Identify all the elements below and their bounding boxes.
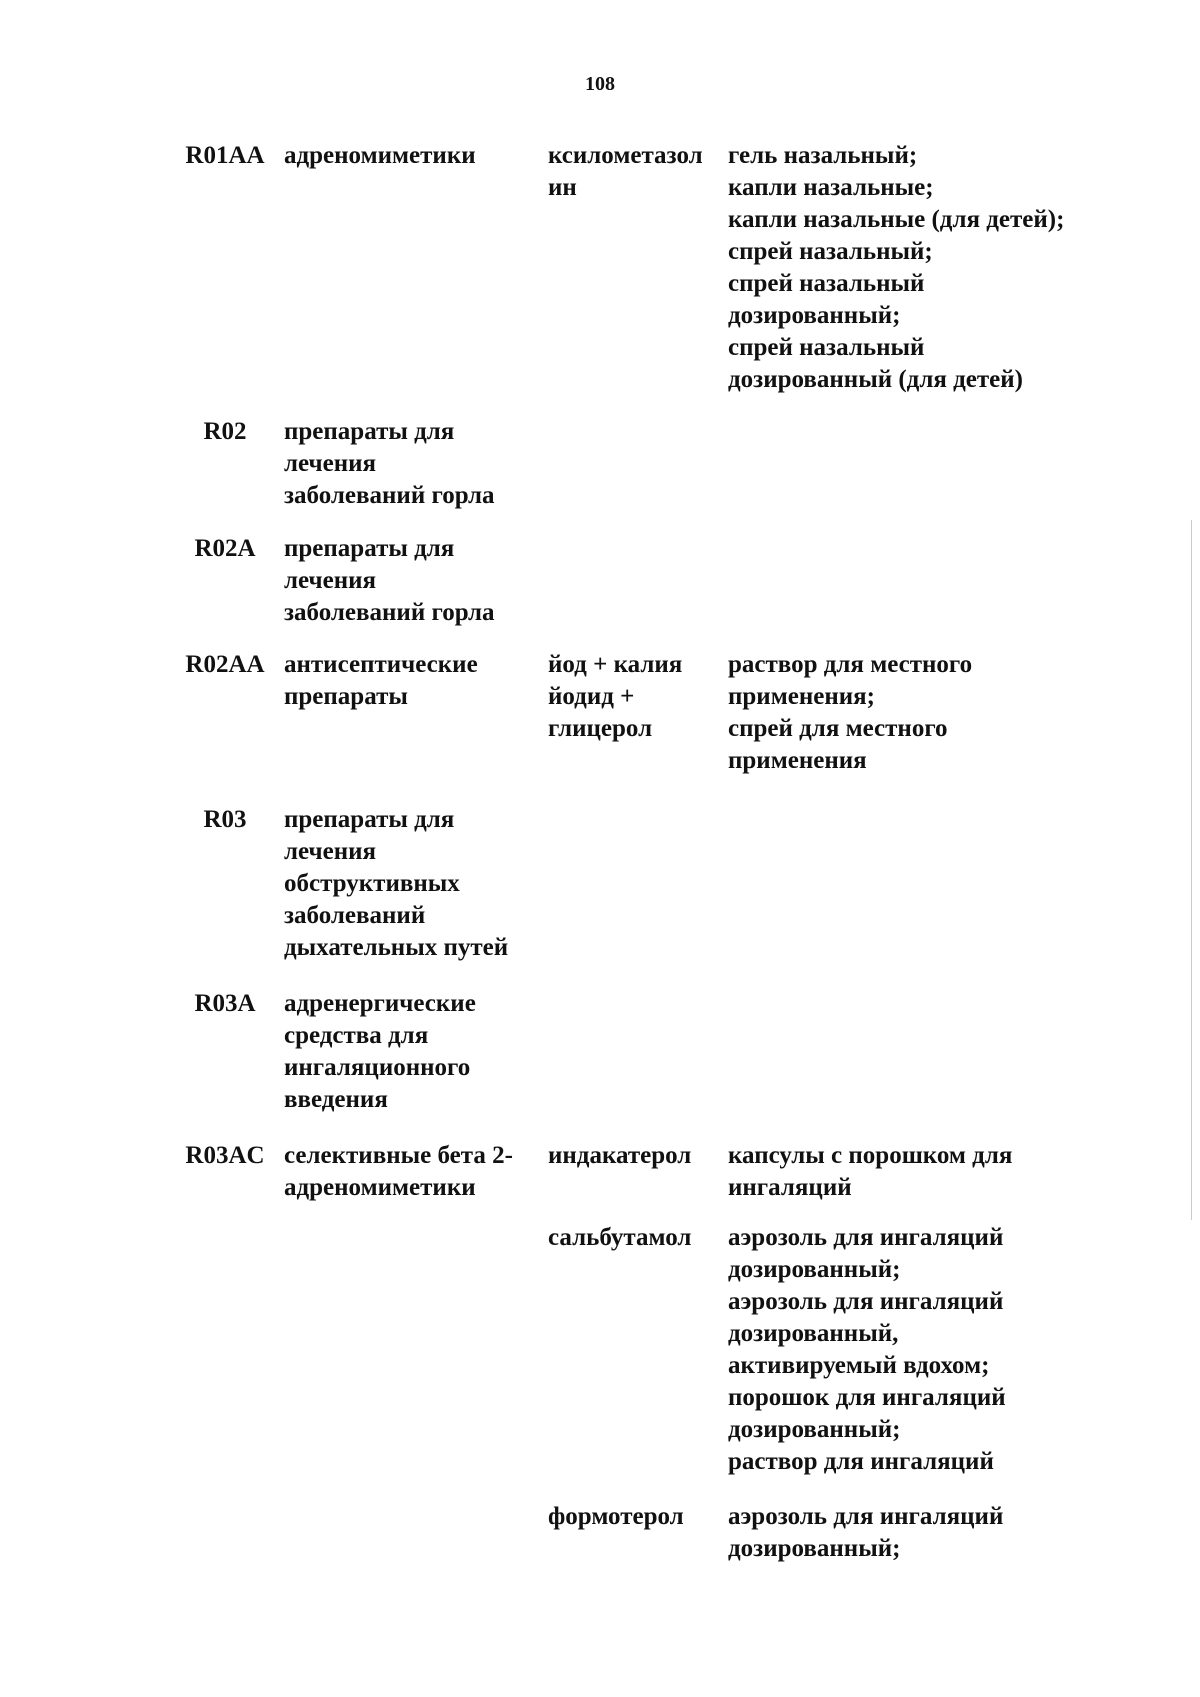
table-row <box>0 649 1200 779</box>
group-name: препараты для лечения заболеваний горла <box>284 535 495 626</box>
dosage-forms: раствор для местного применения; спрей для местного применения <box>728 651 973 774</box>
atc-code: R03A <box>194 990 256 1017</box>
substance-name: индакатерол <box>548 1142 692 1169</box>
table-row <box>0 140 1200 400</box>
table-row <box>0 1140 1200 1210</box>
scan-edge-line <box>1191 520 1192 1220</box>
table-row <box>0 533 1200 633</box>
substance-name: йод + калия йодид + глицерол <box>548 651 683 742</box>
group-name: антисептические препараты <box>284 651 478 710</box>
dosage-forms: капсулы с порошком для ингаляций <box>728 1142 1013 1201</box>
dosage-forms: аэрозоль для ингаляций дозированный; аэрозоль для ингаляций дозированный, активируемый вдохом; порошок для ингаляций дозированный; раствор для ингаляций <box>728 1224 1006 1475</box>
group-name: адренергические средства для ингаляционного введения <box>284 990 476 1113</box>
dosage-forms: аэрозоль для ингаляций дозированный; <box>728 1503 1004 1562</box>
group-name: препараты для лечения обструктивных заболеваний дыхательных путей <box>284 806 509 961</box>
page-number: 108 <box>585 73 615 95</box>
group-name: препараты для лечения заболеваний горла <box>284 418 495 509</box>
group-name: адреномиметики <box>284 142 476 169</box>
atc-code: R02 <box>203 418 247 445</box>
table-row <box>0 1501 1200 1571</box>
table-row <box>0 416 1200 516</box>
substance-name: формотерол <box>548 1503 684 1530</box>
table-row <box>0 804 1200 969</box>
table-row <box>0 988 1200 1118</box>
atc-code: R03 <box>203 806 247 833</box>
table-row <box>0 1222 1200 1482</box>
atc-code: R01AA <box>185 142 265 169</box>
atc-code: R03AC <box>185 1142 265 1169</box>
atc-code: R02A <box>194 535 256 562</box>
substance-name: ксилометазол ин <box>548 142 703 201</box>
atc-code: R02AA <box>185 651 265 678</box>
substance-name: сальбутамол <box>548 1224 692 1251</box>
dosage-forms: гель назальный; капли назальные; капли назальные (для детей); спрей назальный; спрей назальный дозированный; спрей назальный дозированный (для детей) <box>728 142 1065 393</box>
group-name: селективные бета 2- адреномиметики <box>284 1142 513 1201</box>
